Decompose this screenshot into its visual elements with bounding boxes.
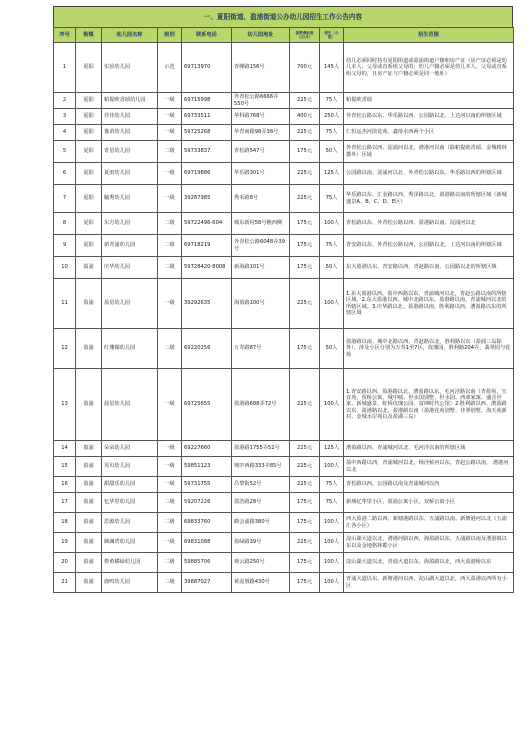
row-name: 鹿鸣幼儿园 — [102, 573, 158, 593]
row-fee: 400元 — [290, 109, 320, 125]
row-level: 二级 — [158, 573, 182, 593]
table-row — [54, 533, 514, 553]
row-name: 新青浦幼儿园 — [102, 235, 158, 257]
row-street: 盈浦 — [76, 513, 102, 533]
enrollment-table — [53, 27, 514, 593]
table-row — [54, 43, 514, 93]
row-name: 忆华里幼儿园 — [102, 493, 158, 513]
notice-sheet — [53, 6, 513, 593]
row-street: 夏阳 — [76, 163, 102, 185]
row-scope: 外青松公路以西、淀浦河以北，漕港河以南（除帕提欧香颂、金城格林郡外）区域 — [344, 141, 514, 163]
row-quota: 100人 — [320, 513, 344, 533]
row-street: 夏阳 — [76, 43, 102, 93]
row-address: 盈绿路39号 — [232, 533, 290, 553]
row-phone: 69725655 — [182, 369, 232, 441]
row-street: 盈浦 — [76, 573, 102, 593]
row-name: 夏雨幼儿园 — [102, 163, 158, 185]
row-scope: 外青松公路以东、华乐路以西、公园路以北、上达河以南的所辖区域 — [344, 109, 514, 125]
row-phone: 59851123 — [182, 457, 232, 477]
row-street: 夏阳 — [76, 141, 102, 163]
row-name: 御澜湾幼儿园 — [102, 533, 158, 553]
row-scope: 盈港路以南、城中北路以西、青赵路以北，胜利路以东（盈浦三岛除外），涉及小区分别为万寿1至7区，玫瑰园，胜利路204弄，翡翠园与花苑 — [344, 329, 514, 369]
row-fee: 225元 — [290, 93, 320, 109]
header-fee: 保教费标准（元/月） — [290, 28, 320, 43]
row-street: 盈浦 — [76, 257, 102, 279]
row-level: 二级 — [158, 235, 182, 257]
header-quota: 招生（小班） — [320, 28, 344, 43]
table-row — [54, 257, 514, 279]
row-no: 19 — [54, 533, 76, 553]
row-fee: 700元 — [290, 43, 320, 93]
row-scope: 西大盈港二路以西、新塘港路以东、五浦路以南、新塘港河以北（五浦汇各小区） — [344, 513, 514, 533]
row-address: 海盈路100号 — [232, 279, 290, 329]
row-quota: 50人 — [320, 329, 344, 369]
row-quota: 50人 — [320, 141, 344, 163]
row-scope: 帕提欧香颂 — [344, 93, 514, 109]
row-street: 盈浦 — [76, 533, 102, 553]
row-level: 二级 — [158, 329, 182, 369]
table-row — [54, 441, 514, 457]
row-phone: 59722496-604 — [182, 213, 232, 235]
row-scope: 淀山湖大道以北，漕港河路以西，海盈路以东，五浦路以南及漕港镇以东以及金地格林郡小区 — [344, 533, 514, 553]
table-row — [54, 185, 514, 213]
row-no: 21 — [54, 573, 76, 593]
row-name: 思源幼儿园 — [102, 513, 158, 533]
row-address: 昌黎街52号 — [232, 477, 290, 493]
row-street: 夏阳 — [76, 93, 102, 109]
row-street: 夏阳 — [76, 235, 102, 257]
header-address: 幼儿园地址 — [232, 28, 290, 43]
row-fee: 225元 — [290, 457, 320, 477]
row-no: 13 — [54, 369, 76, 441]
row-quota: 75人 — [320, 93, 344, 109]
row-fee: 175元 — [290, 213, 320, 235]
row-no: 11 — [54, 279, 76, 329]
row-no: 2 — [54, 93, 76, 109]
row-quota: 100人 — [320, 553, 344, 573]
table-row — [54, 513, 514, 533]
row-address: 黄泥墩路430号 — [232, 573, 290, 593]
table-header-row — [54, 28, 514, 43]
table-row — [54, 163, 514, 185]
row-level: 一级 — [158, 477, 182, 493]
row-street: 盈浦 — [76, 493, 102, 513]
row-name: 毓秀幼儿园 — [102, 185, 158, 213]
row-level: 一级 — [158, 163, 182, 185]
row-level: 二级 — [158, 493, 182, 513]
row-quota: 50人 — [320, 257, 344, 279]
row-phone: 69227660 — [182, 441, 232, 457]
row-quota: 100人 — [320, 457, 344, 477]
row-quota: 75人 — [320, 493, 344, 513]
row-fee: 175元 — [290, 329, 320, 369]
row-fee: 175元 — [290, 257, 320, 279]
row-no: 4 — [54, 125, 76, 141]
row-address: 盈港路688弄72号 — [232, 369, 290, 441]
row-no: 1 — [54, 43, 76, 93]
row-phone: 59731755 — [182, 477, 232, 493]
row-phone: 69713970 — [182, 43, 232, 93]
row-level: 二级 — [158, 513, 182, 533]
row-fee: 175元 — [290, 235, 320, 257]
row-fee: 225元 — [290, 369, 320, 441]
row-phone: 69719886 — [182, 163, 232, 185]
row-quota: 100人 — [320, 369, 344, 441]
row-phone: 39287985 — [182, 185, 232, 213]
row-level: 二级 — [158, 141, 182, 163]
row-fee: 225元 — [290, 185, 320, 213]
row-phone: 69733511 — [182, 109, 232, 125]
row-scope: 青浦大道以东，新塘港河以西，淀山湖大道以北，西大盈港以西所有小区 — [344, 573, 514, 593]
table-row — [54, 493, 514, 513]
row-scope: 仁恒运杰河滨花苑、鑫琦水西两个小区 — [344, 125, 514, 141]
header-scope: 招生范围 — [344, 28, 514, 43]
table-row — [54, 109, 514, 125]
row-phone: 39887027 — [182, 573, 232, 593]
row-quota: 75人 — [320, 125, 344, 141]
row-level: 一级 — [158, 441, 182, 457]
row-phone: 59885706 — [182, 553, 232, 573]
row-scope: 青安路以东、外青松公路以西，公园路以北，上达河以南的所辖区域 — [344, 235, 514, 257]
row-fee: 175元 — [290, 513, 320, 533]
row-address: 秀禾路8号 — [232, 185, 290, 213]
row-fee: 225元 — [290, 125, 320, 141]
row-address: 外青松公路6666弄550号 — [232, 93, 290, 109]
row-level: 二级 — [158, 257, 182, 279]
row-quota: 145人 — [320, 43, 344, 93]
row-name: 甜甜乐幼儿园 — [102, 477, 158, 493]
row-street: 盈浦 — [76, 457, 102, 477]
row-name: 贝贝幼儿园 — [102, 457, 158, 477]
table-row — [54, 553, 514, 573]
row-scope: 青松路以西，公园路以南及青浦城河以内 — [344, 477, 514, 493]
row-level: 一级 — [158, 533, 182, 553]
row-scope: 幼儿必须同时持有夏阳街道或盈浦街道户籍和房产证（房产证必须是幼儿本人、父母或直系组父母的；幼儿户籍必须是幼儿本人、父母或直系组父母的，且房产证与户籍必须是同一地址） — [344, 43, 514, 93]
table-body — [54, 43, 514, 593]
row-phone: 69715998 — [182, 93, 232, 109]
sheet-title: 一、夏阳街道、盈浦街道公办幼儿园招生工作公告内容 — [53, 6, 513, 27]
row-name: 庆华幼儿园 — [102, 257, 158, 279]
row-address: 观云路250号 — [232, 553, 290, 573]
row-quota: 250人 — [320, 109, 344, 125]
row-address: 盈港路1755弄52号 — [232, 441, 290, 457]
row-quota: 100人 — [320, 533, 344, 553]
row-street: 盈浦 — [76, 329, 102, 369]
header-level: 级别 — [158, 28, 182, 43]
row-phone: 59733837 — [182, 141, 232, 163]
row-address: 外青松公路6048弄39号 — [232, 235, 290, 257]
row-scope: 新城忆华里小区，盈浦公寓小区，双桥公寓小区 — [344, 493, 514, 513]
row-no: 5 — [54, 141, 76, 163]
table-row — [54, 125, 514, 141]
row-name: 东方幼儿园 — [102, 213, 158, 235]
row-fee: 175元 — [290, 553, 320, 573]
row-street: 盈浦 — [76, 279, 102, 329]
row-no: 12 — [54, 329, 76, 369]
row-fee: 225元 — [290, 441, 320, 457]
table-row — [54, 329, 514, 369]
row-no: 9 — [54, 235, 76, 257]
row-address: 新海路101号 — [232, 257, 290, 279]
row-street: 夏阳 — [76, 185, 102, 213]
table-row — [54, 279, 514, 329]
row-level: 一级 — [158, 279, 182, 329]
row-address: 盈浩路28号 — [232, 493, 290, 513]
row-scope: 东大盈港以东、青安路以西、青赵路以南、公园路以北的所辖区域 — [344, 257, 514, 279]
row-level: 一级 — [158, 109, 182, 125]
table-row — [54, 457, 514, 477]
row-address: 青峰路156号 — [232, 43, 290, 93]
row-scope: 盈中西路以西，青浦城河以北，杨泾桥河以东，青赵公路以南， 漕港河以北 — [344, 457, 514, 477]
row-quota: 125人 — [320, 163, 344, 185]
row-fee: 225元 — [290, 279, 320, 329]
row-street: 夏阳 — [76, 213, 102, 235]
table-row — [54, 369, 514, 441]
row-level: 示范 — [158, 43, 182, 93]
table-row — [54, 235, 514, 257]
row-level: 一级 — [158, 369, 182, 441]
row-address: 华青南路98弄38号 — [232, 125, 290, 141]
row-fee: 175元 — [290, 493, 320, 513]
header-name: 幼儿园名称 — [102, 28, 158, 43]
row-quota: 100人 — [320, 213, 344, 235]
row-quota: 125人 — [320, 441, 344, 457]
row-no: 6 — [54, 163, 76, 185]
row-no: 8 — [54, 213, 76, 235]
row-street: 盈浦 — [76, 369, 102, 441]
row-scope: 青松路以东、外青松公路以西、盈港路以南、淀浦河以北 — [344, 213, 514, 235]
row-level: 一级 — [158, 93, 182, 109]
table-row — [54, 477, 514, 493]
row-no: 20 — [54, 553, 76, 573]
row-name: 豫苗幼儿园 — [102, 125, 158, 141]
row-quota: 75人 — [320, 235, 344, 257]
row-scope: 1.青安路以西、盈港路以北、漕盈路以东、毛河泾路以南（青盈苑、宝宜苑、贸桥公寓、城中城、世水国别墅、世水园、西郊家寓、盛音世家、新城盛景、虹桥玫瑰公园、富坤时代公馆）2.胜利路以西、漕盈路以东、盈港路以北，盈港路以南（盈港花苑别墅、佳翠别墅、海天苑新村、金城水岸苑以及盈湖三岛） — [344, 369, 514, 441]
row-fee: 175元 — [290, 573, 320, 593]
row-no: 15 — [54, 457, 76, 477]
row-no: 14 — [54, 441, 76, 457]
row-scope: 华乐路以东、汇金路以西，秀泽路以北，盈港路以南的所辖区域（新城盛景A、B、C、D、E区） — [344, 185, 514, 213]
row-address: 城东新村58号樵西侧 — [232, 213, 290, 235]
row-quota: 75人 — [320, 185, 344, 213]
row-name: 晨星幼儿园 — [102, 369, 158, 441]
row-address: 鹤会浦路380号 — [232, 513, 290, 533]
row-street: 盈浦 — [76, 477, 102, 493]
row-phone: 59728420-8008 — [182, 257, 232, 279]
table-row — [54, 213, 514, 235]
row-scope: 漕盈路以西、青浦城河以北、毛河泾以南的所辖区域 — [344, 441, 514, 457]
row-address: 万寿路87号 — [232, 329, 290, 369]
table-row — [54, 141, 514, 163]
row-name: 实验幼儿园 — [102, 43, 158, 93]
row-name: 橙黄橘绿幼儿园 — [102, 553, 158, 573]
row-name: 朵朵幼儿园 — [102, 441, 158, 457]
row-street: 盈浦 — [76, 553, 102, 573]
row-address: 青松路547号 — [232, 141, 290, 163]
row-phone: 59207226 — [182, 493, 232, 513]
row-scope: 1.东大盈港以西，盈中西路以东，青浦城河以北，青赵公路以南的所辖区域。2.东大盈港以西，城中北路以东，盈港路以南，青浦城河以北的所辖区域。3.庆华路以北、盈港路以南，胜利路以西，漕盈路以东的所辖区域 — [344, 279, 514, 329]
row-phone: 69718219 — [182, 235, 232, 257]
row-level: 二级 — [158, 553, 182, 573]
row-phone: 69831088 — [182, 533, 232, 553]
row-address: 华科路768号 — [232, 109, 290, 125]
header-no: 序号 — [54, 28, 76, 43]
row-phone: 69833760 — [182, 513, 232, 533]
row-phone: 39292635 — [182, 279, 232, 329]
row-quota: 100人 — [320, 279, 344, 329]
row-quota: 100人 — [320, 573, 344, 593]
row-quota: 75人 — [320, 477, 344, 493]
row-fee: 175元 — [290, 141, 320, 163]
row-level: 一级 — [158, 125, 182, 141]
row-street: 夏阳 — [76, 109, 102, 125]
row-no: 17 — [54, 493, 76, 513]
row-street: 夏阳 — [76, 125, 102, 141]
row-address: 城中西路333弄85号 — [232, 457, 290, 477]
row-address: 华乐路301号 — [232, 163, 290, 185]
row-name: 佳佳幼儿园 — [102, 109, 158, 125]
row-name: 红珊瑚幼儿园 — [102, 329, 158, 369]
row-phone: 59725268 — [182, 125, 232, 141]
row-scope: 公园路以南、淀浦河以北、外青松公路以东、华乐路以西的所辖区域 — [344, 163, 514, 185]
row-scope: 淀山湖大道以北，青浦大道以东，海盈路以北，西大盈港桥以东 — [344, 553, 514, 573]
row-street: 盈浦 — [76, 441, 102, 457]
row-name: 奇星幼儿园 — [102, 141, 158, 163]
row-phone: 69220256 — [182, 329, 232, 369]
row-name: 帕提欧香颂幼儿园 — [102, 93, 158, 109]
row-name: 盈星幼儿园 — [102, 279, 158, 329]
row-fee: 225元 — [290, 477, 320, 493]
row-no: 18 — [54, 513, 76, 533]
row-fee: 225元 — [290, 533, 320, 553]
table-row — [54, 93, 514, 109]
header-phone: 联系电话 — [182, 28, 232, 43]
header-street: 街镇 — [76, 28, 102, 43]
row-level: 一级 — [158, 185, 182, 213]
row-level: 二级 — [158, 213, 182, 235]
row-no: 16 — [54, 477, 76, 493]
row-fee: 225元 — [290, 163, 320, 185]
row-no: 7 — [54, 185, 76, 213]
table-row — [54, 573, 514, 593]
row-no: 10 — [54, 257, 76, 279]
row-level: 一级 — [158, 457, 182, 477]
row-no: 3 — [54, 109, 76, 125]
